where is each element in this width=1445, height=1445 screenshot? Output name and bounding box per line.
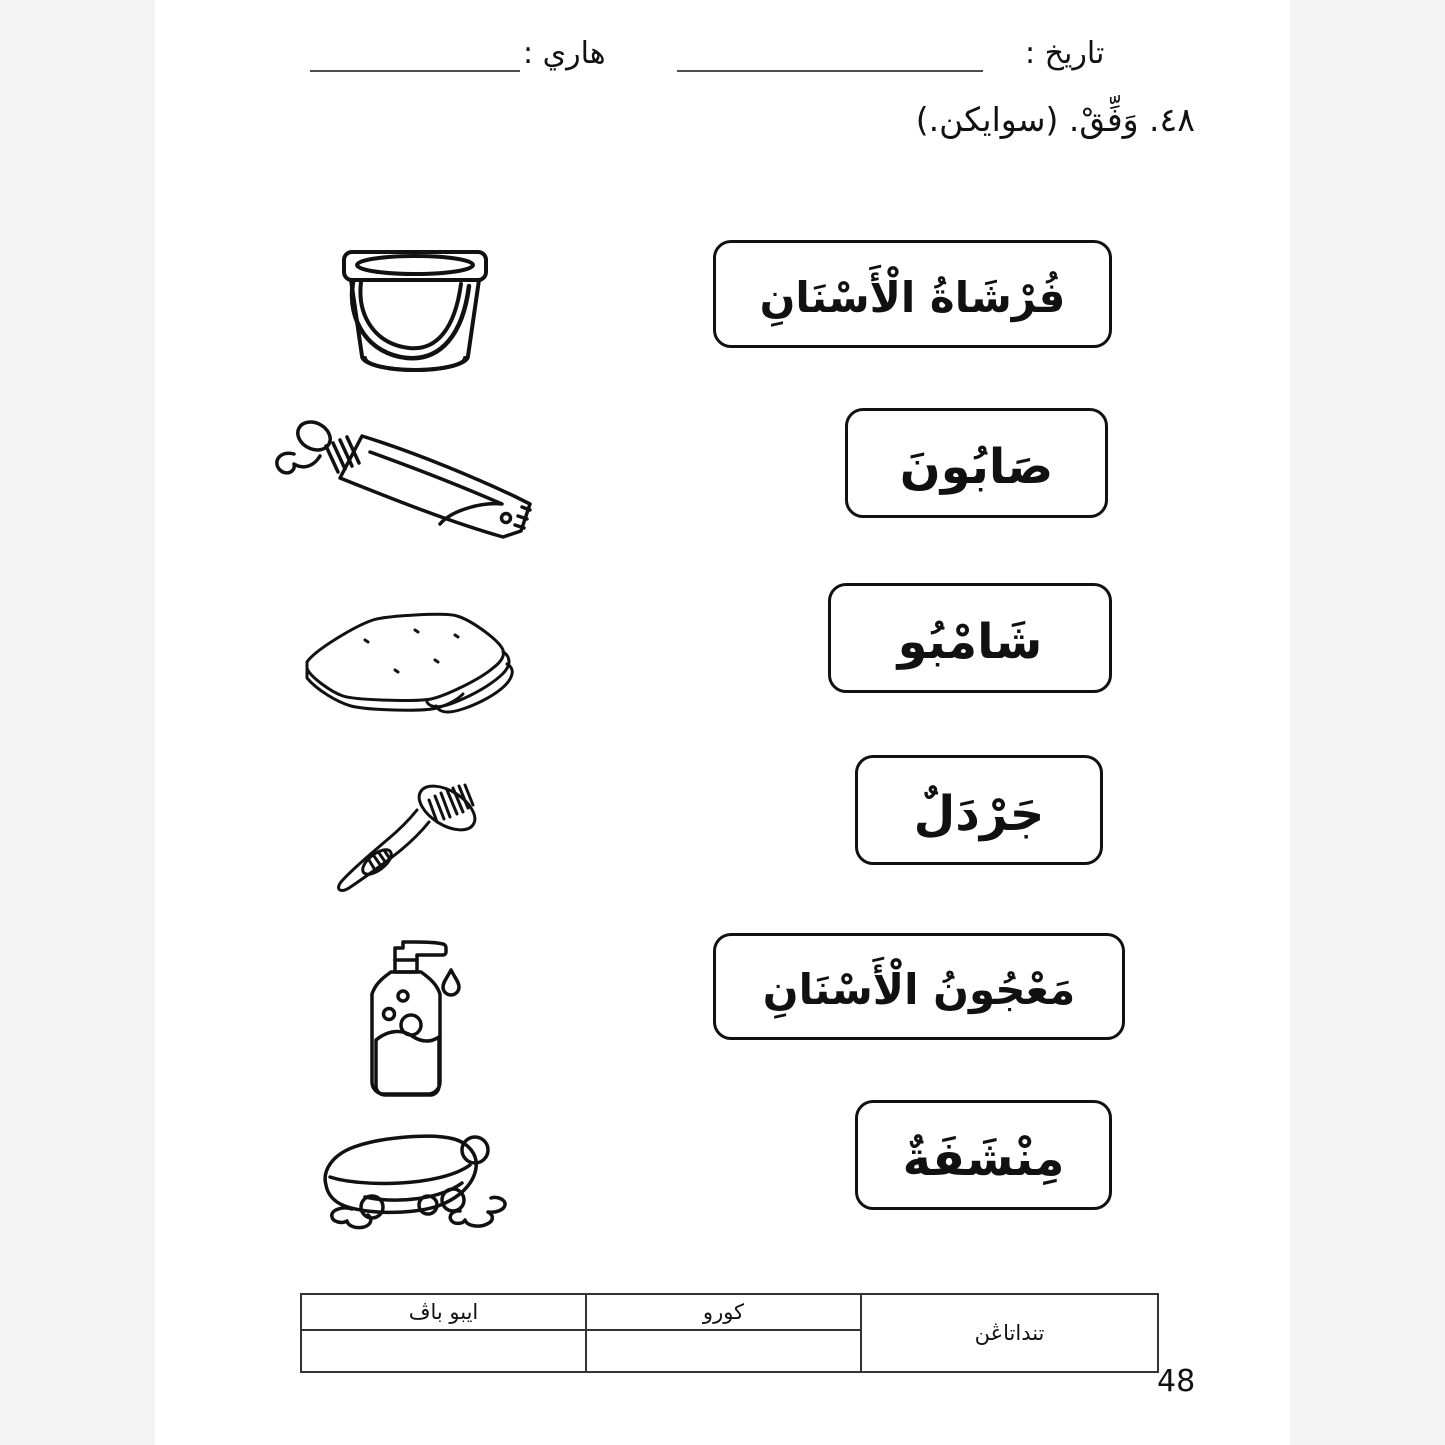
teacher-signature-area[interactable] [586,1330,861,1372]
word-box-towel[interactable] [855,1100,1112,1210]
day-label: هاري : [523,36,606,71]
word-label: مَعْجُونُ الْأَسْنَانِ [762,965,1076,1015]
word-box-toothbrush[interactable] [713,240,1112,348]
picture-soap-bar[interactable] [310,1125,515,1240]
word-label: فُرْشَاةُ الْأَسْنَانِ [759,272,1066,322]
word-label: جَرْدَلٌ [913,785,1045,842]
soap-bar-icon [310,1125,515,1240]
signature-header-cell: تنداتاڠن [861,1294,1158,1372]
picture-shampoo-pump-bottle[interactable] [351,930,481,1098]
word-box-toothpaste[interactable] [713,933,1125,1040]
page-number: 48 [1157,1364,1196,1399]
shampoo-pump-bottle-icon [351,930,481,1098]
word-box-soap[interactable] [845,408,1108,518]
word-box-shampoo[interactable] [828,583,1112,693]
folded-towel-icon [295,600,530,725]
teacher-header-cell: كورو [586,1294,861,1330]
toothpaste-tube-icon [270,410,548,560]
toothbrush-icon [325,770,495,905]
picture-bucket[interactable] [335,238,495,393]
picture-toothbrush[interactable] [325,770,495,905]
day-blank-line[interactable] [310,70,520,72]
word-label: شَامْبُو [897,613,1043,670]
picture-toothpaste-tube[interactable] [270,410,548,560]
picture-folded-towel[interactable] [295,600,530,725]
word-box-bucket[interactable] [855,755,1103,865]
signature-table [300,1293,1159,1373]
bucket-icon [335,238,495,393]
word-label: صَابُونَ [899,438,1054,495]
parents-signature-area[interactable] [301,1330,586,1372]
parents-header-cell: ايبو باڤ [301,1294,586,1330]
word-label: مِنْشَفَةٌ [902,1130,1065,1187]
date-blank-line[interactable] [677,70,983,72]
worksheet-page [155,0,1290,1445]
exercise-title: ٤٨. وَفِّقْ. (سوايكن.) [915,100,1195,139]
date-label: تاريخ : [1025,36,1105,71]
